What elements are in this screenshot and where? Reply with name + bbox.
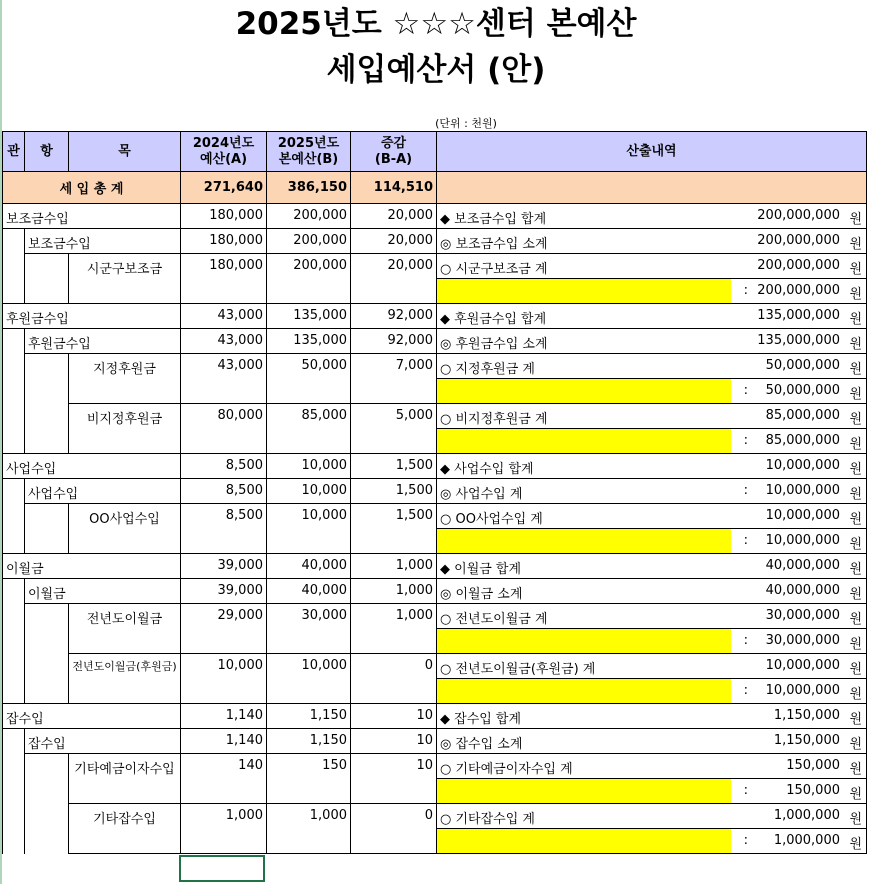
hang-spacer <box>25 754 69 804</box>
calc-cell[interactable] <box>437 354 867 379</box>
table-row <box>3 579 867 604</box>
hang-name[interactable]: 보조금수입 <box>25 229 181 254</box>
calc-amount: 1,150,000 <box>773 708 840 723</box>
budget-2025[interactable]: 10,000 <box>267 654 351 704</box>
calc-cell[interactable] <box>437 329 867 354</box>
won-unit: 원 <box>849 437 862 452</box>
calc-amount: 40,000,000 <box>765 583 840 598</box>
calc-amount: 135,000,000 <box>757 308 840 323</box>
highlight-input[interactable] <box>437 429 731 453</box>
won-unit: 원 <box>849 812 862 827</box>
calc-label: ○ 기타잡수입 계 <box>440 812 535 827</box>
budget-2025[interactable]: 50,000 <box>267 354 351 404</box>
calc-label: ◆ 보조금수입 합계 <box>440 212 547 227</box>
highlight-input[interactable] <box>437 529 731 553</box>
calc-sub-amount: 10,000,000 <box>765 683 840 698</box>
mok-name[interactable]: 지정후원금 <box>69 354 181 404</box>
hang-spacer <box>25 504 69 554</box>
highlight-input[interactable] <box>437 679 731 703</box>
gwan-spacer <box>3 604 25 654</box>
budget-2024[interactable]: 8,500 <box>181 479 267 504</box>
budget-diff[interactable]: 0 <box>351 654 437 704</box>
budget-2025[interactable]: 30,000 <box>267 604 351 654</box>
calc-label: ○ 지정후원금 계 <box>440 362 535 377</box>
budget-diff[interactable]: 20,000 <box>351 229 437 254</box>
mok-name[interactable]: OO사업수입 <box>69 504 181 554</box>
calc-cell[interactable] <box>437 504 867 529</box>
gwan-name[interactable]: 사업수입 <box>3 454 181 479</box>
calc-amount: 40,000,000 <box>765 558 840 573</box>
calc-label: ◆ 사업수입 합계 <box>440 462 534 477</box>
total-row <box>3 172 867 204</box>
calc-amount: 200,000,000 <box>757 208 840 223</box>
table-row <box>3 479 867 504</box>
budget-2024[interactable]: 180,000 <box>181 204 267 229</box>
budget-2024[interactable]: 180,000 <box>181 254 267 304</box>
calc-cell[interactable] <box>437 654 867 679</box>
calc-label: ○ 비지정후원금 계 <box>440 412 548 427</box>
hang-spacer <box>25 604 69 654</box>
budget-diff[interactable]: 1,000 <box>351 579 437 604</box>
calc-sub-amount: 200,000,000 <box>757 283 840 298</box>
calc-cell[interactable] <box>437 454 867 479</box>
hang-name[interactable]: 사업수입 <box>25 479 181 504</box>
budget-diff[interactable]: 0 <box>351 804 437 854</box>
calc-label: ◎ 보조금수입 소계 <box>440 237 548 252</box>
unit-label: (단위 : 천원) <box>435 117 497 130</box>
page-subtitle: 세입예산서 (안) <box>326 52 546 88</box>
gwan-spacer <box>3 754 25 804</box>
budget-diff[interactable]: 92,000 <box>351 329 437 354</box>
won-unit: 원 <box>849 237 862 252</box>
calc-label: ◎ 사업수입 계 <box>440 487 523 502</box>
budget-diff[interactable]: 10 <box>351 729 437 754</box>
total-calc[interactable] <box>437 172 867 204</box>
calc-cell[interactable] <box>437 804 867 829</box>
mok-name[interactable]: 비지정후원금 <box>69 404 181 454</box>
gwan-spacer <box>3 729 25 754</box>
budget-2025[interactable]: 10,000 <box>267 454 351 479</box>
calc-cell[interactable] <box>437 204 867 229</box>
table-row <box>3 454 867 479</box>
won-unit: 원 <box>849 737 862 752</box>
calc-sub-amount: 1,000,000 <box>773 833 840 848</box>
calc-sub-cell[interactable] <box>437 529 867 554</box>
highlight-input[interactable] <box>437 279 731 303</box>
budget-2025[interactable]: 1,150 <box>267 704 351 729</box>
won-unit: 원 <box>849 462 862 477</box>
calc-amount: 135,000,000 <box>757 333 840 348</box>
calc-label: ○ 기타예금이자수입 계 <box>440 762 573 777</box>
won-unit: 원 <box>849 262 862 277</box>
budget-diff[interactable]: 10 <box>351 704 437 729</box>
won-unit: 원 <box>849 687 862 702</box>
calc-label: ◆ 후원금수입 합계 <box>440 312 547 327</box>
calc-cell[interactable] <box>437 229 867 254</box>
header-hang[interactable]: 항 <box>25 132 69 172</box>
won-unit: 원 <box>849 787 862 802</box>
won-unit: 원 <box>849 487 862 502</box>
total-a[interactable]: 271,640 <box>181 172 267 204</box>
calc-amount: 1,000,000 <box>773 808 840 823</box>
budget-2025[interactable]: 85,000 <box>267 404 351 454</box>
budget-2025[interactable]: 10,000 <box>267 504 351 554</box>
highlight-input[interactable] <box>437 379 731 403</box>
calc-amount: 50,000,000 <box>765 358 840 373</box>
calc-label: ○ OO사업수입 계 <box>440 512 543 527</box>
won-unit: 원 <box>849 212 862 227</box>
colon: : <box>743 683 748 698</box>
calc-label: ◆ 이월금 합계 <box>440 562 522 577</box>
budget-diff[interactable]: 1,500 <box>351 479 437 504</box>
calc-sub-cell[interactable] <box>437 379 867 404</box>
won-unit: 원 <box>849 337 862 352</box>
calc-amount: 10,000,000 <box>765 508 840 523</box>
table-row <box>3 304 867 329</box>
calc-label: ◆ 잡수입 합계 <box>440 712 522 727</box>
calc-amount: 10,000,000 <box>765 658 840 673</box>
calc-amount: 1,150,000 <box>773 733 840 748</box>
page-title: 2025년도 ☆☆☆센터 본예산 <box>235 6 637 42</box>
budget-2024[interactable]: 43,000 <box>181 304 267 329</box>
calc-cell[interactable] <box>437 604 867 629</box>
gwan-spacer <box>3 479 25 504</box>
table-row <box>3 554 867 579</box>
won-unit: 원 <box>849 312 862 327</box>
mok-name[interactable]: 시군구보조금 <box>69 254 181 304</box>
table-row <box>3 204 867 229</box>
colon: : <box>743 383 748 398</box>
budget-2025[interactable]: 1,150 <box>267 729 351 754</box>
header-calc[interactable]: 산출내역 <box>437 132 867 172</box>
colon: : <box>743 433 748 448</box>
colon: : <box>743 283 748 298</box>
calc-cell[interactable] <box>437 579 867 604</box>
calc-cell[interactable] <box>437 754 867 779</box>
gwan-spacer <box>3 254 25 304</box>
won-unit: 원 <box>849 287 862 302</box>
budget-diff[interactable]: 92,000 <box>351 304 437 329</box>
header-gwan[interactable]: 관 <box>3 132 25 172</box>
total-label[interactable]: 세 입 총 계 <box>3 172 181 204</box>
gwan-spacer <box>3 354 25 404</box>
gwan-name[interactable]: 보조금수입 <box>3 204 181 229</box>
mok-name[interactable]: 기타예금이자수입 <box>69 754 181 804</box>
budget-diff[interactable]: 1,500 <box>351 454 437 479</box>
calc-cell[interactable] <box>437 704 867 729</box>
total-diff[interactable]: 114,510 <box>351 172 437 204</box>
gwan-name[interactable]: 잡수입 <box>3 704 181 729</box>
hang-name[interactable]: 이월금 <box>25 579 181 604</box>
table-row <box>3 654 867 679</box>
budget-2024[interactable]: 43,000 <box>181 354 267 404</box>
hang-spacer <box>25 254 69 304</box>
budget-diff[interactable]: 20,000 <box>351 254 437 304</box>
calc-amount: 10,000,000 <box>765 458 840 473</box>
colon: : <box>743 633 748 648</box>
mok-name[interactable]: 기타잡수입 <box>69 804 181 854</box>
won-unit: 원 <box>849 362 862 377</box>
budget-diff[interactable]: 20,000 <box>351 204 437 229</box>
gwan-name[interactable]: 이월금 <box>3 554 181 579</box>
budget-2025[interactable]: 1,000 <box>267 804 351 854</box>
won-unit: 원 <box>849 537 862 552</box>
total-b[interactable]: 386,150 <box>267 172 351 204</box>
budget-2025[interactable]: 135,000 <box>267 329 351 354</box>
table-row <box>3 229 867 254</box>
budget-2025[interactable]: 135,000 <box>267 304 351 329</box>
header-2024[interactable]: 2024년도 예산(A) <box>181 132 267 172</box>
won-unit: 원 <box>849 712 862 727</box>
budget-diff[interactable]: 10 <box>351 754 437 804</box>
gwan-spacer <box>3 579 25 604</box>
table-row <box>3 504 867 529</box>
calc-cell[interactable] <box>437 479 867 504</box>
budget-2024[interactable]: 180,000 <box>181 229 267 254</box>
table-row <box>3 804 867 829</box>
gwan-spacer <box>3 804 25 854</box>
won-unit: 원 <box>849 762 862 777</box>
gwan-spacer <box>3 329 25 354</box>
budget-2024[interactable]: 1,140 <box>181 729 267 754</box>
won-unit: 원 <box>849 637 862 652</box>
hang-spacer <box>25 654 69 704</box>
header-mok[interactable]: 목 <box>69 132 181 172</box>
hang-spacer <box>25 354 69 404</box>
table-row <box>3 404 867 429</box>
gwan-name[interactable]: 후원금수입 <box>3 304 181 329</box>
calc-label: ○ 전년도이월금(후원금) 계 <box>440 662 596 677</box>
table-row <box>3 754 867 779</box>
calc-label: ◎ 이월금 소계 <box>440 587 523 602</box>
calc-sub-cell[interactable] <box>437 829 867 854</box>
colon: : <box>743 833 748 848</box>
budget-2024[interactable]: 140 <box>181 754 267 804</box>
budget-2024[interactable]: 29,000 <box>181 604 267 654</box>
highlight-input[interactable] <box>437 779 731 803</box>
budget-diff[interactable]: 1,500 <box>351 504 437 554</box>
selected-cell[interactable] <box>179 855 265 882</box>
gwan-spacer <box>3 654 25 704</box>
budget-diff[interactable]: 7,000 <box>351 354 437 404</box>
calc-sub-amount: 50,000,000 <box>765 383 840 398</box>
budget-2025[interactable]: 40,000 <box>267 579 351 604</box>
budget-2024[interactable]: 39,000 <box>181 579 267 604</box>
colon: : <box>743 783 748 798</box>
mok-name[interactable]: 전년도이월금(후원금) <box>69 654 181 704</box>
colon: : <box>743 483 748 498</box>
gwan-spacer <box>3 404 25 454</box>
budget-2024[interactable]: 8,500 <box>181 504 267 554</box>
calc-sub-amount: 30,000,000 <box>765 633 840 648</box>
won-unit: 원 <box>849 562 862 577</box>
budget-2024[interactable]: 1,140 <box>181 704 267 729</box>
won-unit: 원 <box>849 512 862 527</box>
won-unit: 원 <box>849 837 862 852</box>
table-row <box>3 329 867 354</box>
header-diff[interactable]: 증감 (B-A) <box>351 132 437 172</box>
budget-2025[interactable]: 200,000 <box>267 204 351 229</box>
table-row <box>3 354 867 379</box>
budget-2024[interactable]: 43,000 <box>181 329 267 354</box>
budget-diff[interactable]: 1,000 <box>351 554 437 579</box>
calc-cell[interactable] <box>437 729 867 754</box>
header-row <box>3 132 867 172</box>
calc-sub-cell[interactable] <box>437 429 867 454</box>
gwan-spacer <box>3 229 25 254</box>
highlight-input[interactable] <box>437 829 731 853</box>
calc-label: ◎ 잡수입 소계 <box>440 737 523 752</box>
budget-2025[interactable]: 150 <box>267 754 351 804</box>
calc-amount: 85,000,000 <box>765 408 840 423</box>
calc-cell[interactable] <box>437 304 867 329</box>
budget-table <box>2 131 867 854</box>
calc-amount: 30,000,000 <box>765 608 840 623</box>
calc-sub-amount: 10,000,000 <box>765 533 840 548</box>
budget-2024[interactable]: 10,000 <box>181 654 267 704</box>
calc-sub-cell[interactable] <box>437 629 867 654</box>
budget-2024[interactable]: 80,000 <box>181 404 267 454</box>
calc-cell[interactable] <box>437 554 867 579</box>
hang-name[interactable]: 잡수입 <box>25 729 181 754</box>
calc-amount: 200,000,000 <box>757 258 840 273</box>
calc-sub-cell[interactable] <box>437 679 867 704</box>
won-unit: 원 <box>849 662 862 677</box>
hang-name[interactable]: 후원금수입 <box>25 329 181 354</box>
calc-label: ○ 전년도이월금 계 <box>440 612 548 627</box>
budget-2025[interactable]: 200,000 <box>267 254 351 304</box>
hang-spacer <box>25 804 69 854</box>
calc-sub-amount: 150,000 <box>786 783 840 798</box>
calc-sub-cell[interactable] <box>437 279 867 304</box>
calc-cell[interactable] <box>437 254 867 279</box>
won-unit: 원 <box>849 587 862 602</box>
won-unit: 원 <box>849 387 862 402</box>
won-unit: 원 <box>849 412 862 427</box>
won-unit: 원 <box>849 612 862 627</box>
gwan-spacer <box>3 504 25 554</box>
budget-diff[interactable]: 1,000 <box>351 604 437 654</box>
mok-name[interactable]: 전년도이월금 <box>69 604 181 654</box>
hang-spacer <box>25 404 69 454</box>
calc-cell[interactable] <box>437 404 867 429</box>
budget-2025[interactable]: 200,000 <box>267 229 351 254</box>
calc-amount: 10,000,000 <box>765 483 840 498</box>
table-row <box>3 729 867 754</box>
calc-label: ◎ 후원금수입 소계 <box>440 337 548 352</box>
calc-amount: 150,000 <box>786 758 840 773</box>
calc-amount: 200,000,000 <box>757 233 840 248</box>
header-2025[interactable]: 2025년도 본예산(B) <box>267 132 351 172</box>
budget-2024[interactable]: 1,000 <box>181 804 267 854</box>
calc-sub-amount: 85,000,000 <box>765 433 840 448</box>
budget-2025[interactable]: 40,000 <box>267 554 351 579</box>
table-row <box>3 604 867 629</box>
colon: : <box>743 533 748 548</box>
budget-2024[interactable]: 39,000 <box>181 554 267 579</box>
highlight-input[interactable] <box>437 629 731 653</box>
table-row <box>3 704 867 729</box>
budget-2025[interactable]: 10,000 <box>267 479 351 504</box>
calc-sub-cell[interactable] <box>437 779 867 804</box>
calc-label: ○ 시군구보조금 계 <box>440 262 548 277</box>
budget-diff[interactable]: 5,000 <box>351 404 437 454</box>
budget-2024[interactable]: 8,500 <box>181 454 267 479</box>
table-row <box>3 254 867 279</box>
